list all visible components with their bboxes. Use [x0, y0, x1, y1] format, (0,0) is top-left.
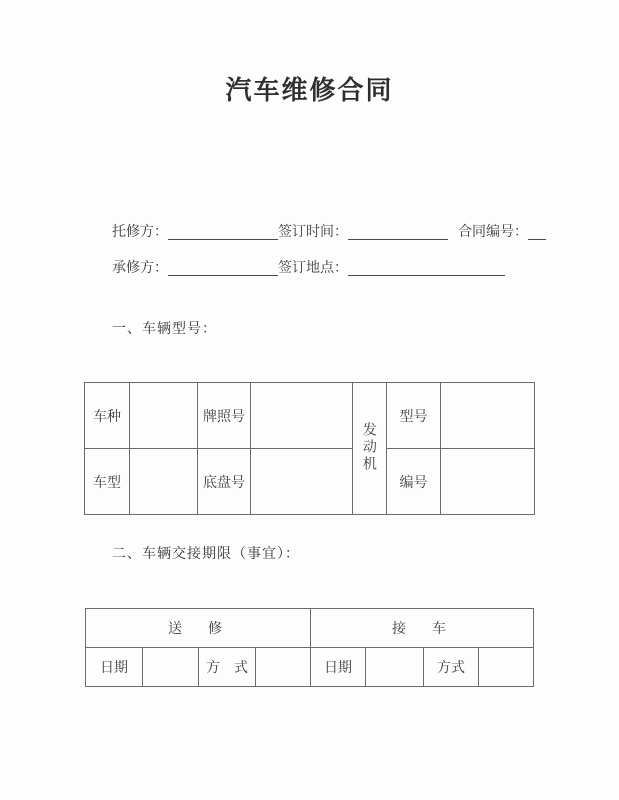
send-method-label: 方 式: [199, 648, 256, 687]
handover-table: [85, 608, 534, 687]
repairing-party-blank[interactable]: [168, 260, 278, 276]
send-date-cell[interactable]: [143, 648, 199, 687]
table-row: [85, 383, 535, 449]
table-row: [86, 648, 534, 687]
vehicle-model-label: 车型: [85, 449, 130, 515]
send-date-label: 日期: [86, 648, 143, 687]
vehicle-model-cell[interactable]: [130, 449, 198, 515]
receive-date-cell[interactable]: [366, 648, 424, 687]
vehicle-kind-label: 车种: [85, 383, 130, 449]
document-title: 汽车维修合同: [225, 75, 394, 105]
repairing-party-label: 承修方：: [112, 259, 168, 275]
signing-time-blank[interactable]: [348, 224, 448, 240]
engine-label: 发动机: [361, 421, 378, 473]
contract-number-label: 合同编号：: [458, 223, 528, 239]
plate-no-label: 牌照号: [198, 383, 251, 449]
signing-time-label: 签订时间：: [278, 223, 348, 239]
parties-line-1: [112, 222, 546, 240]
engine-no-cell[interactable]: [441, 449, 535, 515]
receive-date-label: 日期: [311, 648, 366, 687]
engine-label-cell: [353, 383, 387, 515]
receive-method-label: 方式: [424, 648, 479, 687]
signing-place-blank[interactable]: [348, 260, 505, 276]
engine-model-label: 型号: [387, 383, 441, 449]
table-row: [85, 449, 535, 515]
plate-no-cell[interactable]: [251, 383, 353, 449]
entrusting-party-blank[interactable]: [168, 224, 278, 240]
table-row: [86, 609, 534, 648]
vehicle-kind-cell[interactable]: [130, 383, 198, 449]
section1-heading: 一、车辆型号：: [112, 320, 217, 336]
parties-line-2: [112, 258, 505, 276]
engine-no-label: 编号: [387, 449, 441, 515]
vehicle-model-table: [84, 382, 535, 515]
send-method-cell[interactable]: [256, 648, 311, 687]
section2-heading: 二、车辆交接期限（事宜）：: [112, 545, 300, 561]
contract-number-blank[interactable]: [528, 224, 546, 240]
engine-model-cell[interactable]: [441, 383, 535, 449]
receive-vehicle-header: 接 车: [311, 609, 534, 648]
signing-place-label: 签订地点：: [278, 259, 348, 275]
chassis-no-label: 底盘号: [198, 449, 251, 515]
entrusting-party-label: 托修方：: [112, 223, 168, 239]
receive-method-cell[interactable]: [479, 648, 534, 687]
send-repair-header: 送 修: [86, 609, 311, 648]
chassis-no-cell[interactable]: [251, 449, 353, 515]
